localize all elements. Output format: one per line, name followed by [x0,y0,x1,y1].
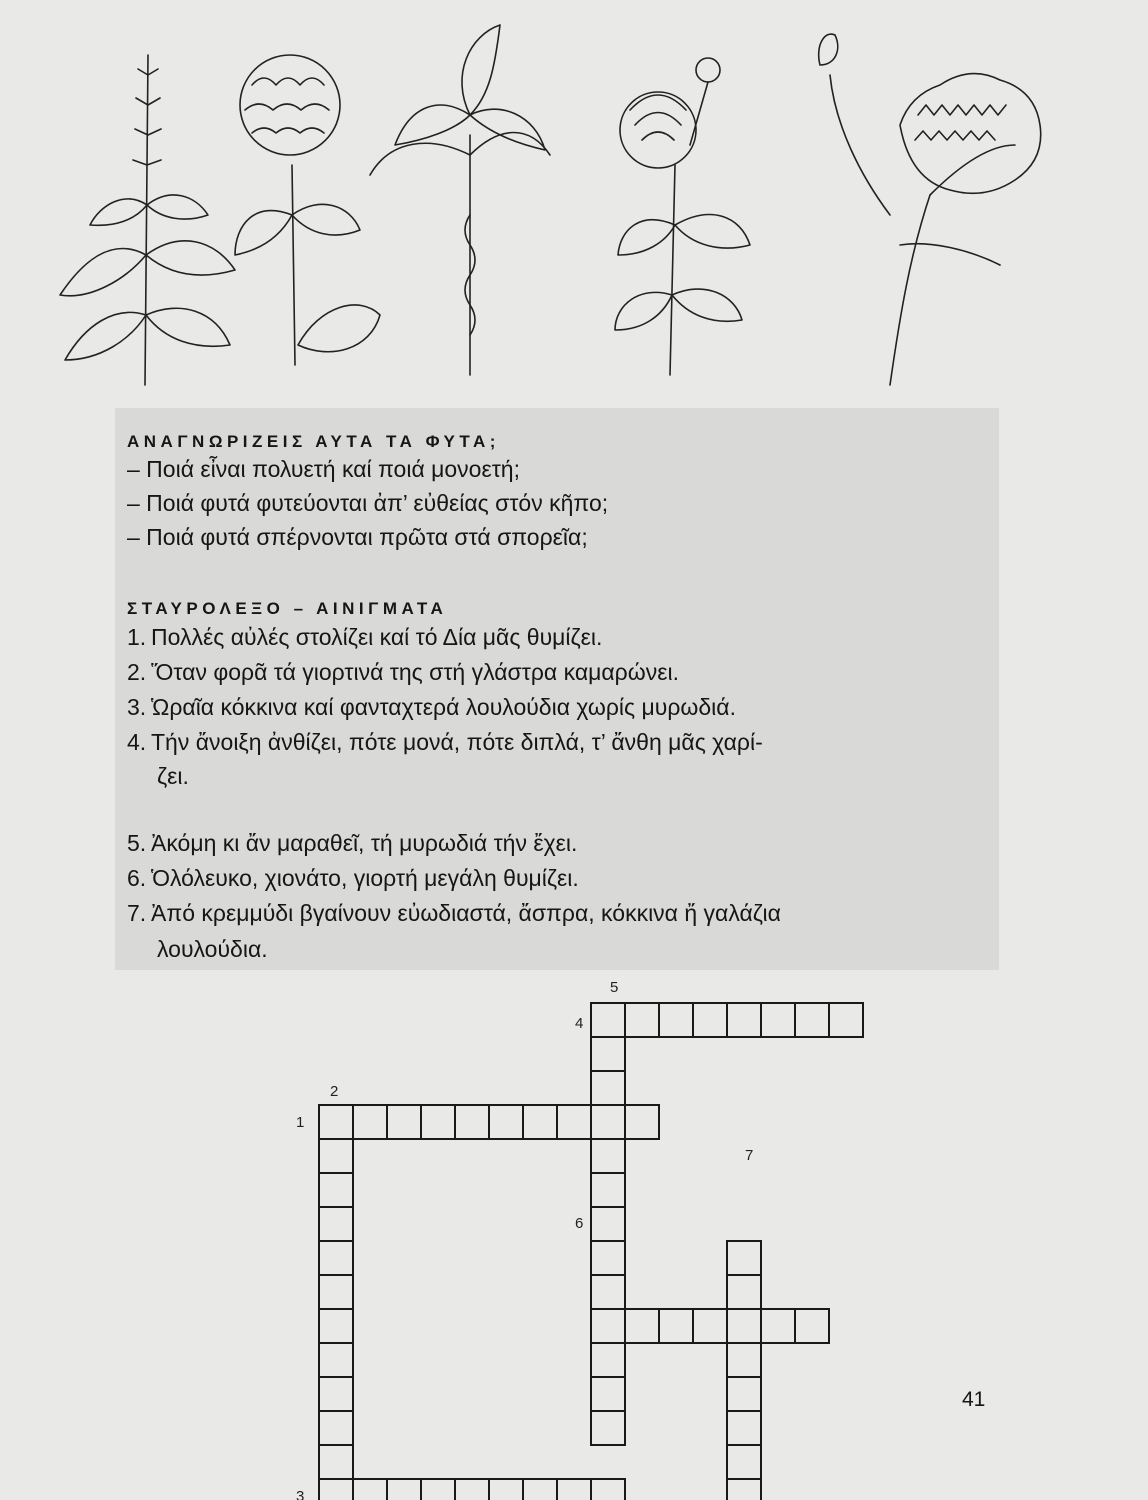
crossword-cell[interactable] [421,1479,455,1500]
crossword-cell[interactable] [319,1479,353,1500]
crossword-cell[interactable] [659,1309,693,1343]
crossword-cell[interactable] [387,1105,421,1139]
crossword-cell[interactable] [625,1003,659,1037]
crossword-cell[interactable] [727,1309,761,1343]
crossword-cell[interactable] [591,1479,625,1500]
crossword-cell[interactable] [727,1275,761,1309]
clue-5: 5. Ἀκόμη κι ἄν μαραθεῖ, τή μυρωδιά τήν ἔχει. [127,830,578,856]
crossword-cell[interactable] [591,1275,625,1309]
crossword-cell[interactable] [761,1309,795,1343]
crossword-cell[interactable] [761,1003,795,1037]
question-2: – Ποιά φυτά φυτεύονται ἀπ’ εὐθείας στόν κῆπο; [127,490,609,516]
crossword-cell[interactable] [353,1479,387,1500]
crossword-cell[interactable] [319,1411,353,1445]
clue-7-continuation: λουλούδια. [157,936,268,962]
crossword-cell[interactable] [625,1105,659,1139]
page-number: 41 [962,1388,986,1411]
crossword-cell[interactable] [421,1105,455,1139]
clue-6: 6. Ὁλόλευκο, χιονάτο, γιορτή μεγάλη θυμίζει. [127,865,579,891]
clue-7: 7. Ἀπό κρεμμύδι βγαίνουν εὐωδιαστά, ἄσπρα, κόκκινα ἤ γαλάζια [127,900,781,926]
crossword-cell[interactable] [727,1377,761,1411]
crossword-cell[interactable] [319,1445,353,1479]
crossword-cell[interactable] [727,1241,761,1275]
crossword-cell[interactable] [319,1139,353,1173]
crossword-cell[interactable] [693,1309,727,1343]
crossword-cell[interactable] [829,1003,863,1037]
crossword-cell[interactable] [489,1105,523,1139]
crossword-number-3: 3 [296,1488,305,1500]
crossword-number-7: 7 [745,1147,754,1164]
crossword-cell[interactable] [319,1309,353,1343]
crossword-cell[interactable] [795,1309,829,1343]
crossword-cell[interactable] [319,1105,353,1139]
crossword-cell[interactable] [353,1105,387,1139]
crossword-number-6: 6 [575,1215,584,1232]
crossword-cell[interactable] [591,1343,625,1377]
crossword-number-1: 1 [296,1114,305,1131]
clue-3: 3. Ὡραῖα κόκκινα καί φανταχτερά λουλούδια χωρίς μυρωδιά. [127,694,736,720]
crossword-cell[interactable] [319,1377,353,1411]
clue-4: 4. Τήν ἄνοιξη ἀνθίζει, πότε μονά, πότε διπλά, τ’ ἄνθη μᾶς χαρί- [127,729,763,755]
crossword-cell[interactable] [591,1241,625,1275]
crossword-cell[interactable] [591,1139,625,1173]
crossword-cell[interactable] [693,1003,727,1037]
crossword-cell[interactable] [659,1003,693,1037]
crossword-cell[interactable] [591,1105,625,1139]
crossword-cell[interactable] [557,1105,591,1139]
section-title-crossword: ΣΤΑΥΡΟΛΕΞΟ – ΑΙΝΙΓΜΑΤΑ [127,599,448,618]
crossword-cell[interactable] [319,1241,353,1275]
question-3: – Ποιά φυτά σπέρνονται πρῶτα στά σπορεῖα; [127,524,588,550]
crossword-cell[interactable] [591,1309,625,1343]
crossword-number-4: 4 [575,1015,584,1032]
crossword-cell[interactable] [591,1003,625,1037]
clue-2: 2. Ὅταν φορᾶ τά γιορτινά της στή γλάστρα καμαρώνει. [127,659,679,685]
crossword-cell[interactable] [727,1445,761,1479]
question-1: – Ποιά εἶναι πολυετή καί ποιά μονοετή; [127,456,520,482]
crossword-cell[interactable] [591,1173,625,1207]
crossword-cell[interactable] [727,1343,761,1377]
section-title-identify: ΑΝΑΓΝΩΡΙΖΕΙΣ ΑΥΤΑ ΤΑ ΦΥΤΑ; [127,432,500,451]
crossword-cell[interactable] [727,1003,761,1037]
crossword-cell[interactable] [727,1411,761,1445]
crossword-cell[interactable] [591,1037,625,1071]
clue-4-continuation: ζει. [157,763,189,789]
crossword-cell[interactable] [795,1003,829,1037]
crossword-cell[interactable] [523,1479,557,1500]
clue-1: 1. Πολλές αὐλές στολίζει καί τό Δία μᾶς θυμίζει. [127,624,603,650]
crossword-cell[interactable] [387,1479,421,1500]
crossword-number-2: 2 [330,1083,339,1100]
crossword-cell[interactable] [727,1479,761,1500]
crossword-cell[interactable] [319,1343,353,1377]
crossword-cell[interactable] [591,1411,625,1445]
crossword-cell[interactable] [591,1071,625,1105]
crossword-number-5: 5 [610,979,619,996]
crossword-cell[interactable] [625,1309,659,1343]
crossword-cell[interactable] [319,1173,353,1207]
crossword-cell[interactable] [319,1207,353,1241]
crossword-cell[interactable] [591,1377,625,1411]
crossword-cells [319,1003,863,1500]
crossword-cell[interactable] [557,1479,591,1500]
crossword-cell[interactable] [455,1479,489,1500]
crossword-cell[interactable] [489,1479,523,1500]
crossword-cell[interactable] [455,1105,489,1139]
crossword-cell[interactable] [591,1207,625,1241]
crossword-cell[interactable] [523,1105,557,1139]
crossword-cell[interactable] [319,1275,353,1309]
